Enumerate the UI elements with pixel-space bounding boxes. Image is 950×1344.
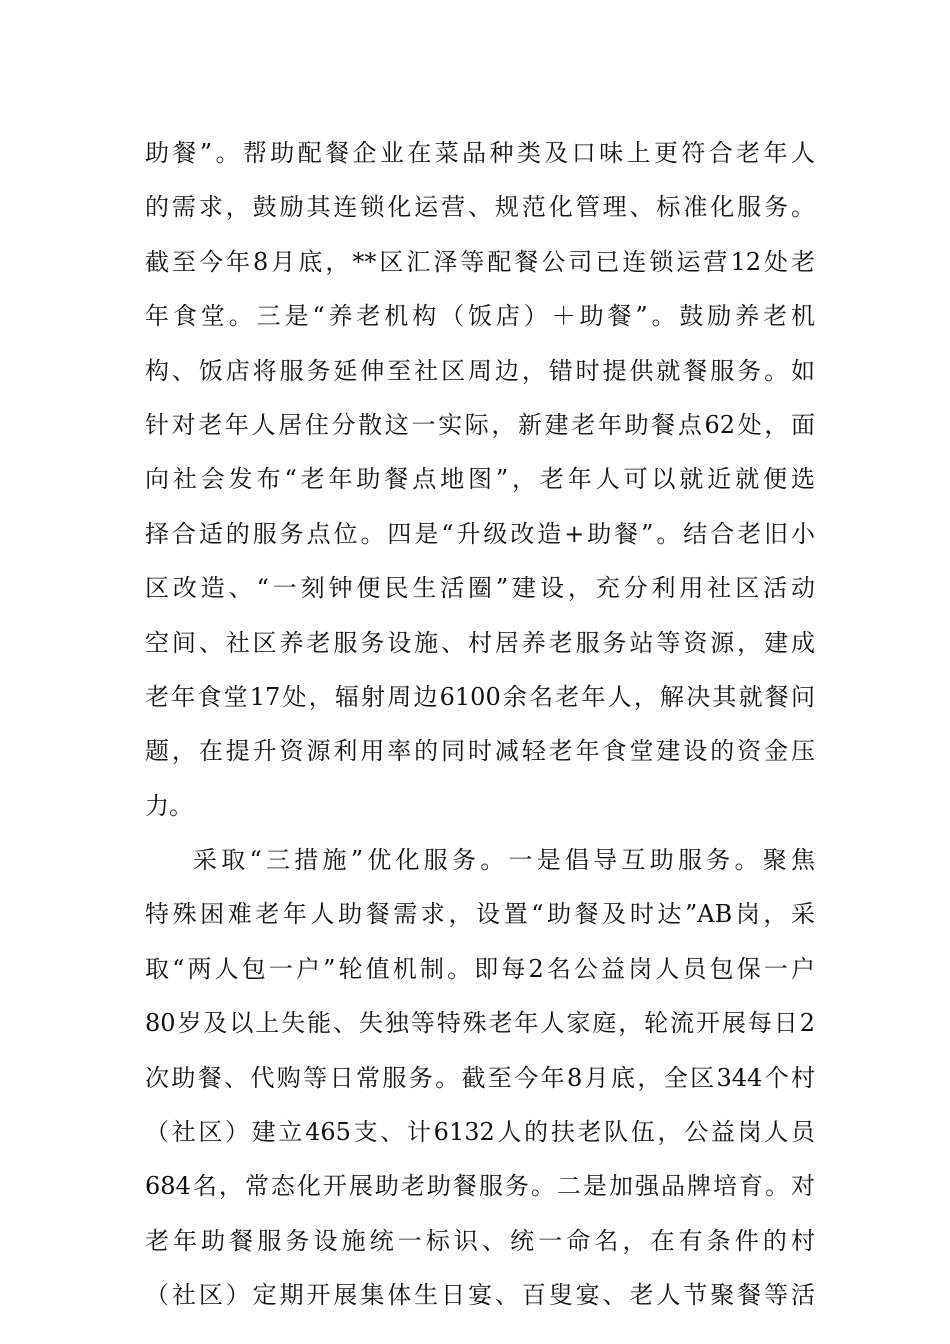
text-line: 采取“三措施”优化服务。一是倡导互助服务。聚焦 xyxy=(193,846,815,875)
text-line: 力。 xyxy=(145,791,193,820)
body-text xyxy=(145,126,815,1323)
text-line: 截至今年8月底，**区汇泽等配餐公司已连锁运营12处老 xyxy=(145,247,815,276)
text-line: （社区）定期开展集体生日宴、百叟宴、老人节聚餐等活 xyxy=(145,1281,815,1310)
text-line: 题，在提升资源利用率的同时减轻老年食堂建设的资金压 xyxy=(145,737,815,766)
text-line: 的需求，鼓励其连锁化运营、规范化管理、标准化服务。 xyxy=(145,193,815,222)
text-line: 空间、社区养老服务设施、村居养老服务站等资源，建成 xyxy=(145,628,815,657)
text-line: 区改造、“一刻钟便民生活圈”建设，充分利用社区活动 xyxy=(145,574,815,603)
text-line: 构、饭店将服务延伸至社区周边，错时提供就餐服务。如 xyxy=(145,356,815,385)
text-line: 择合适的服务点位。四是“升级改造+助餐”。结合老旧小 xyxy=(145,519,815,548)
text-line: 80岁及以上失能、失独等特殊老年人家庭，轮流开展每日2 xyxy=(145,1009,815,1038)
text-line: 年食堂。三是“养老机构（饭店）＋助餐”。鼓励养老机 xyxy=(145,302,815,331)
text-line: 特殊困难老年人助餐需求，设置“助餐及时达”AB岗，采 xyxy=(145,900,815,929)
text-line: 次助餐、代购等日常服务。截至今年8月底，全区344个村 xyxy=(145,1063,815,1092)
text-line: （社区）建立465支、计6132人的扶老队伍，公益岗人员 xyxy=(145,1118,815,1147)
text-line: 向社会发布“老年助餐点地图”，老年人可以就近就便选 xyxy=(145,465,815,494)
text-line: 助餐”。帮助配餐企业在菜品种类及口味上更符合老年人 xyxy=(145,139,815,167)
text-line: 老年食堂17处，辐射周边6100余名老年人，解决其就餐问 xyxy=(145,682,815,711)
text-line: 684名，常态化开展助老助餐服务。二是加强品牌培育。对 xyxy=(145,1172,815,1201)
text-line: 老年助餐服务设施统一标识、统一命名，在有条件的村 xyxy=(145,1226,815,1255)
text-line: 取“两人包一户”轮值机制。即每2名公益岗人员包保一户 xyxy=(145,954,815,983)
text-line: 针对老年人居住分散这一实际，新建老年助餐点62处，面 xyxy=(145,410,815,439)
